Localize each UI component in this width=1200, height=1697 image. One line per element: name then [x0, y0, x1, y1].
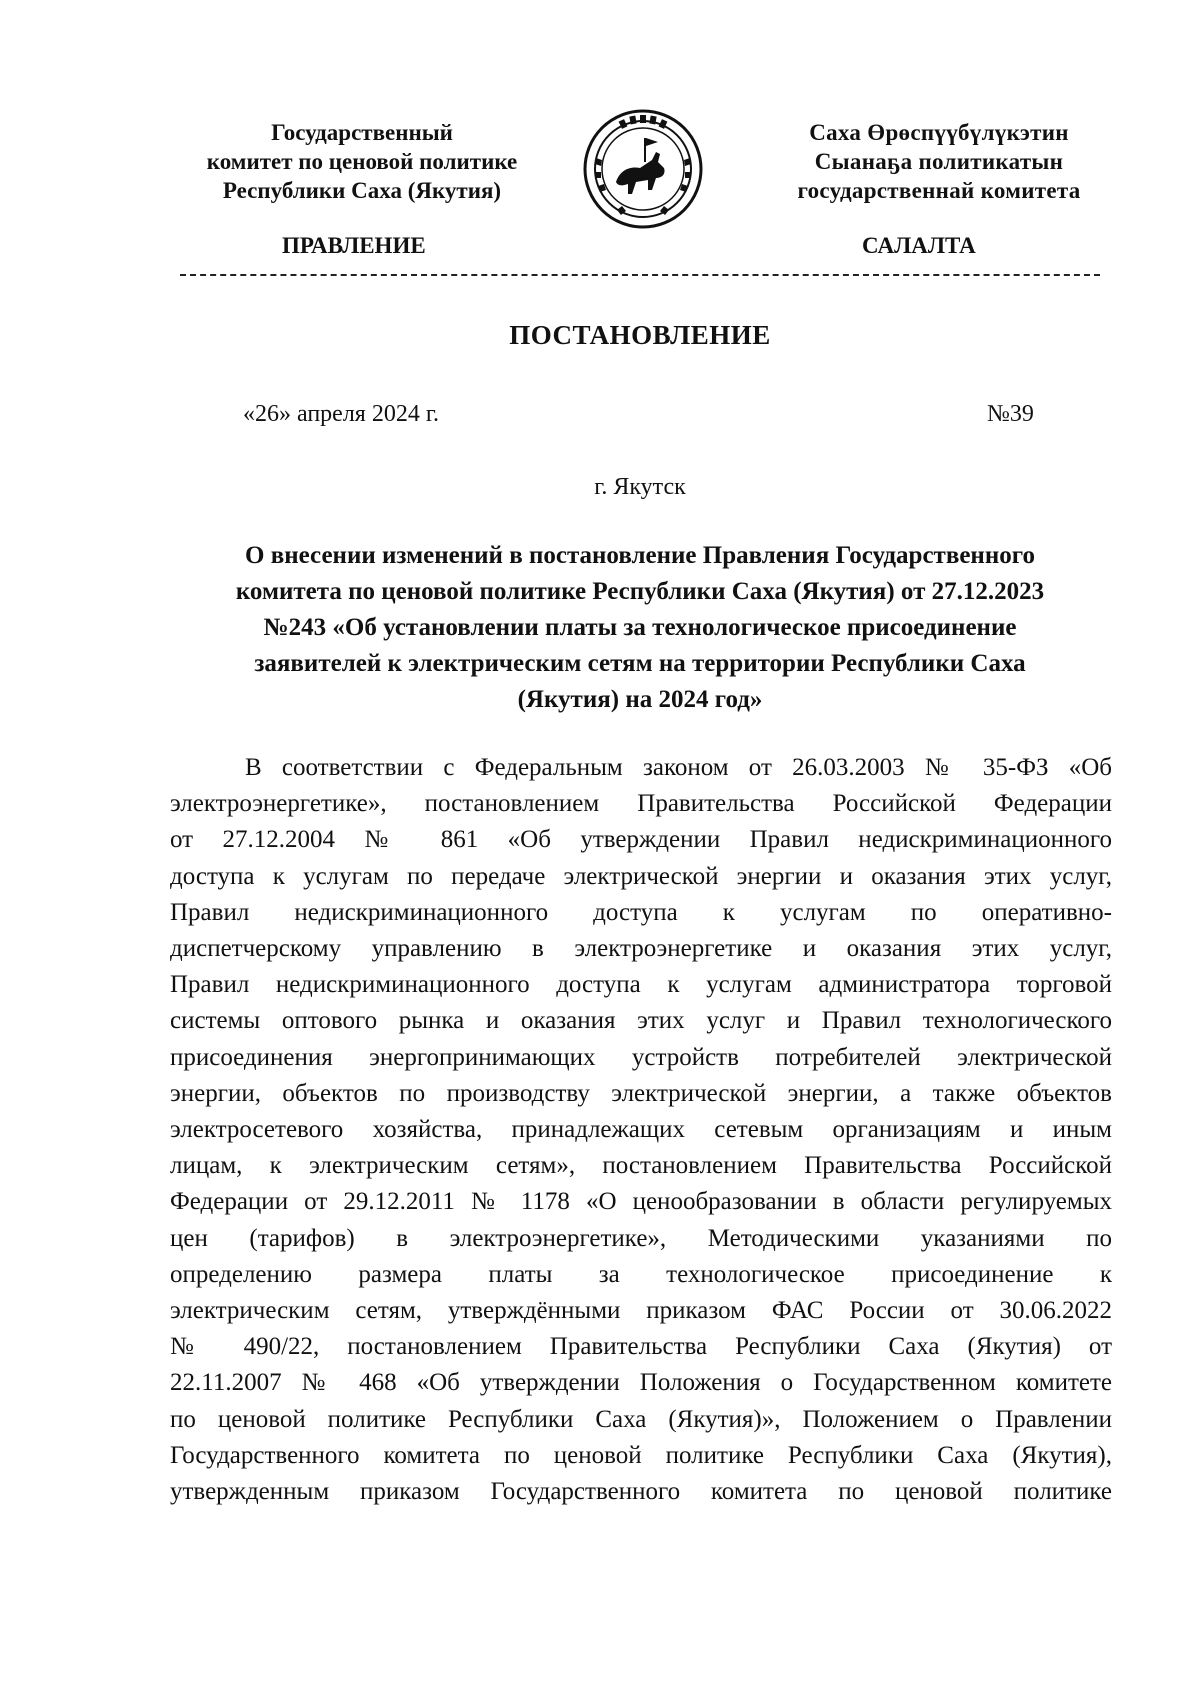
- body-line: системы оптового рынка и оказания этих услуг и Правил технологического: [170, 1007, 1112, 1035]
- body-line: присоединения энергопринимающих устройств потребителей электрической: [170, 1043, 1112, 1071]
- document-number: №39: [987, 401, 1034, 427]
- body-line: энергии, объектов по производству электрической энергии, а также объектов: [170, 1079, 1112, 1107]
- title-line: заявителей к электрическим сетям на территории Республики Саха: [254, 650, 1026, 677]
- body-line: электросетевого хозяйства, принадлежащих сетевым организациям и иным: [170, 1116, 1112, 1144]
- header-right-line: Саха Өрөспүүбүлүкэтин: [809, 120, 1069, 145]
- sakha-republic-emblem-icon: [582, 108, 704, 230]
- body-line: В соответствии с Федеральным законом от 26.03.2003 № 35-ФЗ «Об: [245, 754, 1112, 781]
- header-right-line: Сыанаҕа политикатын: [814, 149, 1064, 174]
- header-left-organization: [162, 118, 562, 205]
- title-line: (Якутия) на 2024 год»: [517, 686, 763, 713]
- header-left-line: Республики Саха (Якутия): [222, 178, 502, 203]
- document-title: [168, 538, 1112, 718]
- body-line: определению размера платы за технологическое присоединение к: [170, 1260, 1112, 1288]
- header-right-body: САЛАЛТА: [862, 233, 976, 258]
- body-line: лицам, к электрическим сетям», постановлением Правительства Российской: [170, 1152, 1112, 1180]
- body-line: от 27.12.2004 № 861 «Об утверждении Правил недискриминационного: [170, 826, 1112, 854]
- header-left-line: Государственный: [271, 120, 453, 145]
- body-line: Правил недискриминационного доступа к услугам администратора торговой: [170, 971, 1112, 999]
- header-right-organization: [739, 118, 1139, 205]
- body-line: по ценовой политике Республики Саха (Якутия)», Положением о Правлении: [170, 1405, 1112, 1433]
- title-line: О внесении изменений в постановление Правления Государственного: [245, 542, 1035, 569]
- body-line: Федерации от 29.12.2011 № 1178 «О ценообразовании в области регулируемых: [170, 1188, 1112, 1216]
- body-line: цен (тарифов) в электроэнергетике», Методическими указаниями по: [170, 1224, 1112, 1252]
- body-line: электрическим сетям, утверждёнными приказом ФАС России от 30.06.2022: [170, 1297, 1112, 1325]
- document-date: «26» апреля 2024 г.: [243, 401, 439, 427]
- body-line: утвержденным приказом Государственного комитета по ценовой политике: [170, 1478, 1112, 1506]
- header-separator: [180, 274, 1100, 276]
- header-right-line: государственнай комитета: [797, 178, 1081, 203]
- body-line: диспетчерскому управлению в электроэнергетике и оказания этих услуг,: [170, 935, 1112, 963]
- body-line: № 490/22, постановлением Правительства Республики Саха (Якутия) от: [170, 1333, 1112, 1361]
- document-city: г. Якутск: [594, 474, 686, 500]
- header-left-line: комитет по ценовой политике: [206, 149, 518, 174]
- body-line: Правил недискриминационного доступа к услугам по оперативно-: [170, 898, 1112, 926]
- body-line: 22.11.2007 № 468 «Об утверждении Положения о Государственном комитете: [170, 1369, 1112, 1397]
- document-body: [170, 750, 1112, 1510]
- title-line: комитета по ценовой политике Республики Саха (Якутия) от 27.12.2023: [235, 578, 1045, 605]
- body-line: электроэнергетике», постановлением Правительства Российской Федерации: [170, 790, 1112, 818]
- header-left-body: ПРАВЛЕНИЕ: [282, 233, 426, 258]
- document-type: ПОСТАНОВЛЕНИЕ: [509, 320, 771, 350]
- body-line: Государственного комитета по ценовой политике Республики Саха (Якутия),: [170, 1441, 1112, 1469]
- title-line: №243 «Об установлении платы за технологическое присоединение: [263, 614, 1017, 641]
- body-line: доступа к услугам по передаче электрической энергии и оказания этих услуг,: [170, 862, 1112, 890]
